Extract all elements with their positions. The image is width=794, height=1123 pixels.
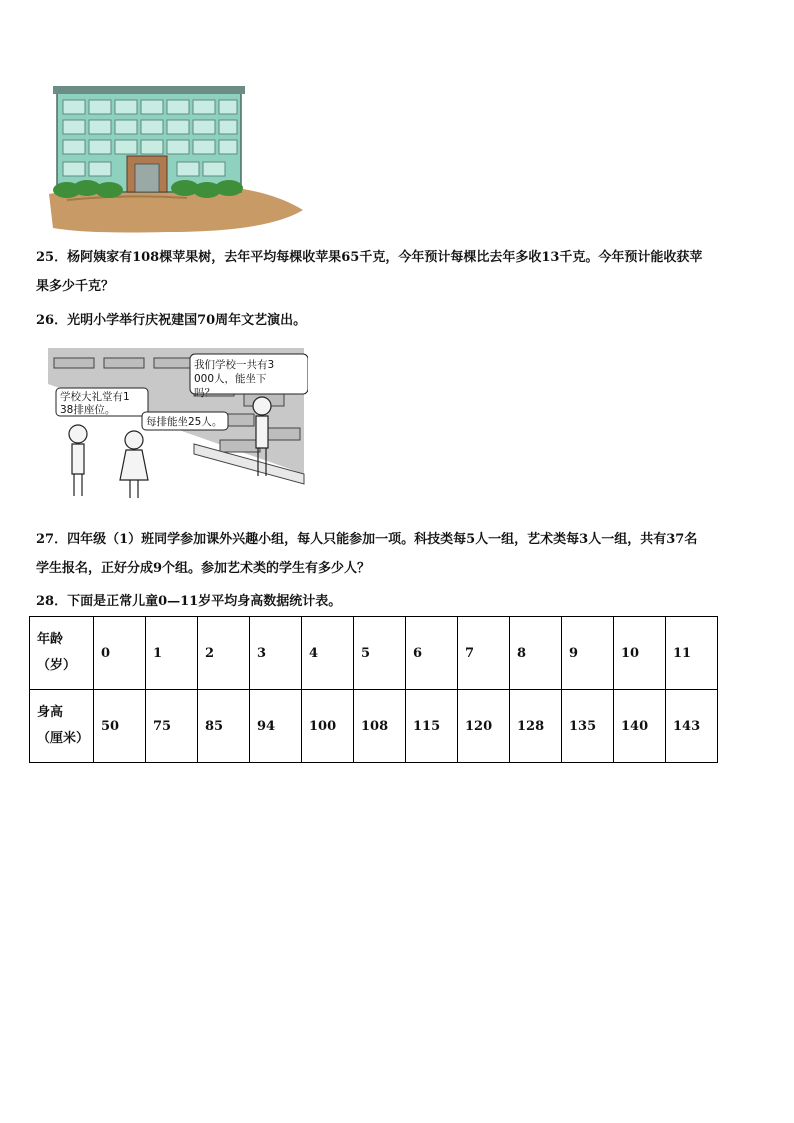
age-cell-5: 5 [354, 617, 406, 690]
age-cell-1: 1 [146, 617, 198, 690]
question-28: 28．下面是正常儿童0—11岁平均身高数据统计表。 [36, 594, 342, 609]
height-cell-10: 140 [614, 690, 666, 763]
height-cell-8: 128 [510, 690, 562, 763]
height-cell-1: 75 [146, 690, 198, 763]
row-header-height-line-1: 身高 [37, 705, 64, 720]
question-25-line-1: 25．杨阿姨家有108棵苹果树，去年平均每棵收苹果65千克，今年预计每棵比去年多收13千克。今年预计能收获苹 [36, 250, 703, 265]
height-cell-4: 100 [302, 690, 354, 763]
height-cell-11: 143 [666, 690, 718, 763]
age-cell-8: 8 [510, 617, 562, 690]
height-statistics-table [29, 616, 718, 763]
height-cell-7: 120 [458, 690, 510, 763]
question-27-line-2: 学生报名，正好分成9个组。参加艺术类的学生有多少人？ [36, 561, 371, 576]
height-cell-5: 108 [354, 690, 406, 763]
table-row-height [30, 690, 718, 763]
row-header-height [30, 690, 94, 763]
age-cell-7: 7 [458, 617, 510, 690]
school-building-illustration [47, 82, 305, 234]
height-cell-9: 135 [562, 690, 614, 763]
row-header-height-line-2: （厘米） [37, 731, 90, 746]
age-cell-6: 6 [406, 617, 458, 690]
height-cell-0: 50 [94, 690, 146, 763]
age-cell-9: 9 [562, 617, 614, 690]
height-cell-6: 115 [406, 690, 458, 763]
age-cell-11: 11 [666, 617, 718, 690]
row-header-age-line-2: （岁） [37, 658, 77, 673]
question-27-line-1: 27．四年级（1）班同学参加课外兴趣小组，每人只能参加一项。科技类每5人一组，艺术类每3人一组，共有37名 [36, 532, 698, 547]
question-26: 26．光明小学举行庆祝建国70周年文艺演出。 [36, 313, 307, 328]
age-cell-4: 4 [302, 617, 354, 690]
bubble-2-text: 每排能坐25人。 [146, 416, 223, 428]
height-cell-2: 85 [198, 690, 250, 763]
age-cell-3: 3 [250, 617, 302, 690]
age-cell-0: 0 [94, 617, 146, 690]
question-25-line-2: 果多少千克？ [36, 279, 115, 294]
row-header-age [30, 617, 94, 690]
school-auditorium-illustration [44, 344, 308, 514]
bubble-3-text: 我们学校一共有3 000人，能坐下吗？ [194, 359, 275, 399]
age-cell-2: 2 [198, 617, 250, 690]
height-cell-3: 94 [250, 690, 302, 763]
row-header-age-line-1: 年龄 [37, 632, 64, 647]
bubble-1-text: 学校大礼堂有1 38排座位。 [60, 391, 130, 416]
age-cell-10: 10 [614, 617, 666, 690]
table-row-age [30, 617, 718, 690]
